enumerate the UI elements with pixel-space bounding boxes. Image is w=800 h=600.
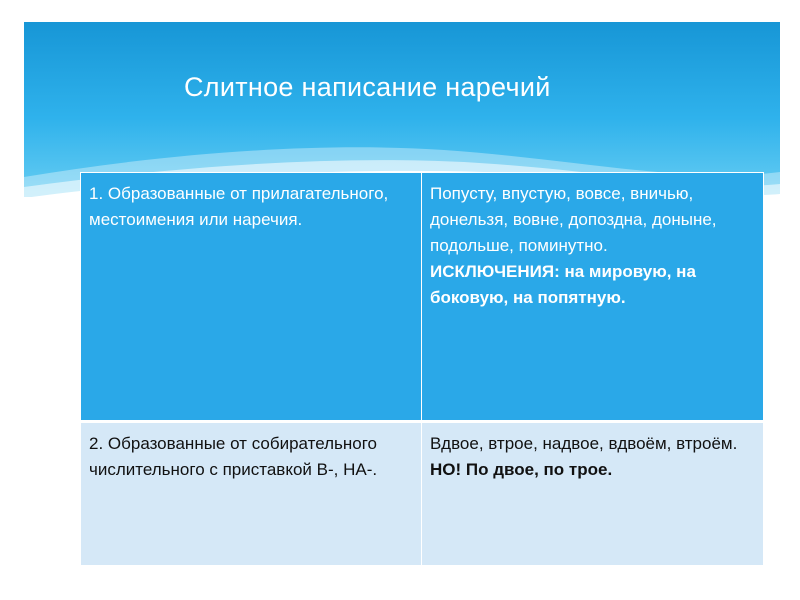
examples-text: Вдвое, втрое, надвое, вдвоём, втроём. <box>430 434 738 453</box>
slide-title: Слитное написание наречий <box>184 72 551 102</box>
table-cell-category <box>81 422 422 566</box>
table-cell-examples <box>422 173 764 422</box>
table-row <box>81 173 764 422</box>
slide <box>24 22 780 582</box>
category-text: 2. Образованные от собирательного числительного с приставкой В-, НА-. <box>89 434 378 479</box>
rules-table <box>80 172 764 566</box>
exceptions-text: ИСКЛЮЧЕНИЯ: на мировую, на боковую, на попятную. <box>430 262 696 307</box>
table-row <box>81 422 764 566</box>
examples-text: Попусту, впустую, вовсе, вничью, донельзя, вовне, допоздна, доныне, подольше, поминутно. <box>430 184 717 255</box>
category-text: 1. Образованные от прилагательного, местоимения или наречия. <box>89 184 389 229</box>
exceptions-text: НО! По двое, по трое. <box>430 460 613 479</box>
table-cell-examples <box>422 422 764 566</box>
table-cell-category <box>81 173 422 422</box>
